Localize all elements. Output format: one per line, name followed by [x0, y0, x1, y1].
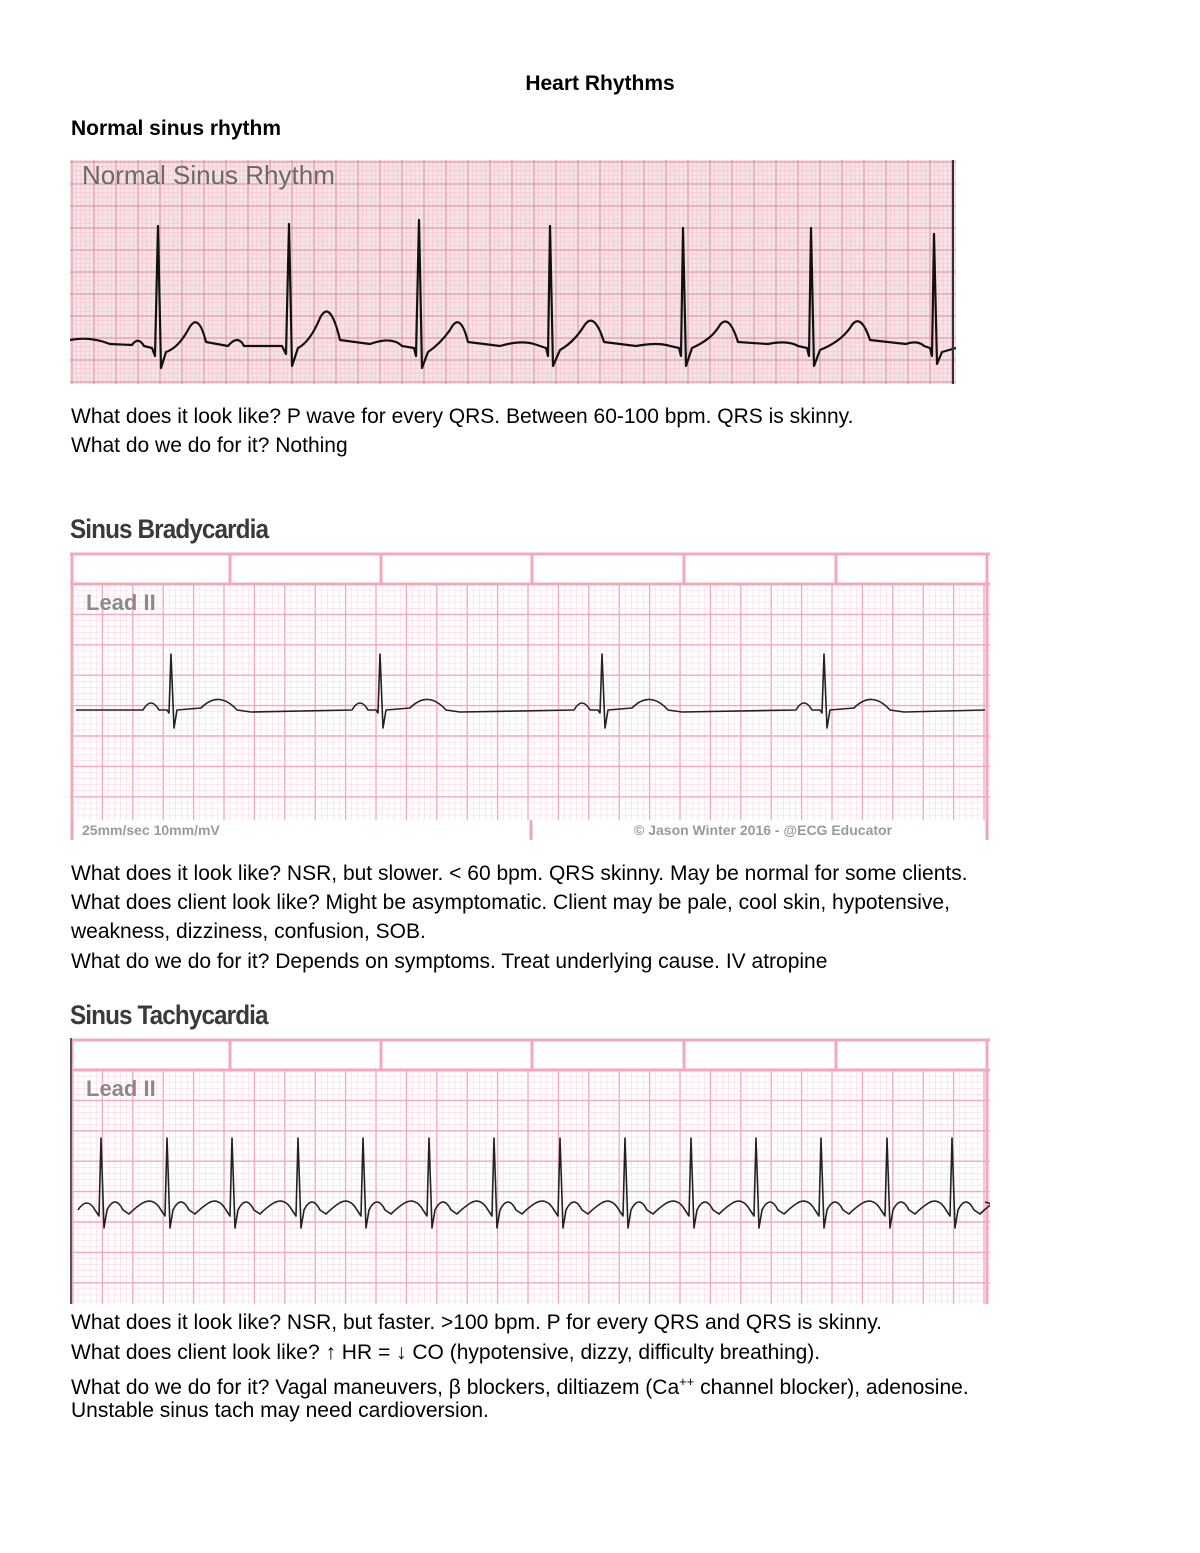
brady-speed-label: 25mm/sec 10mm/mV: [82, 822, 220, 838]
brady-ecg-strip: [70, 552, 990, 840]
brady-look-text: What does it look like? NSR, but slower. < 60 bpm. QRS skinny. May be normal for some clients.: [71, 862, 968, 885]
brady-heading: Sinus Bradycardia: [70, 514, 269, 544]
tachy-do-sup: ++: [679, 1374, 695, 1389]
nsr-look-text: What does it look like? P wave for every QRS. Between 60-100 bpm. QRS is skinny.: [71, 405, 854, 428]
brady-lead-label: Lead II: [86, 590, 156, 615]
nsr-do-text: What do we do for it? Nothing: [71, 434, 348, 457]
tachy-heading: Sinus Tachycardia: [70, 1000, 268, 1030]
nsr-strip-label: Normal Sinus Rhythm: [82, 160, 335, 190]
nsr-ecg-strip: [70, 160, 956, 384]
tachy-look-text: What does it look like? NSR, but faster. >100 bpm. P for every QRS and QRS is skinny.: [71, 1311, 883, 1334]
brady-client-text-1: What does client look like? Might be asymptomatic. Client may be pale, cool skin, hypotensive,: [71, 891, 950, 914]
tachy-lead-label: Lead II: [86, 1076, 156, 1101]
brady-client-text-2: weakness, dizziness, confusion, SOB.: [71, 920, 426, 943]
tachy-do-prefix: What do we do for it? Vagal maneuvers, β blockers, diltiazem (Ca: [71, 1376, 680, 1399]
tachy-do-suffix: channel blocker), adenosine.: [694, 1376, 969, 1399]
tachy-client-text: What does client look like? ↑ HR = ↓ CO (hypotensive, dizzy, difficulty breathing).: [71, 1341, 821, 1364]
tachy-unstable-text: Unstable sinus tach may need cardioversion.: [71, 1399, 489, 1422]
nsr-heading: Normal sinus rhythm: [71, 117, 282, 140]
brady-do-text: What do we do for it? Depends on symptoms. Treat underlying cause. IV atropine: [71, 950, 828, 973]
tachy-ecg-strip: [70, 1038, 990, 1304]
header-band: [72, 1040, 987, 1070]
brady-credit-label: © Jason Winter 2016 - @ECG Educator: [634, 822, 893, 838]
page-title: Heart Rhythms: [525, 72, 675, 95]
header-band: [72, 554, 987, 584]
